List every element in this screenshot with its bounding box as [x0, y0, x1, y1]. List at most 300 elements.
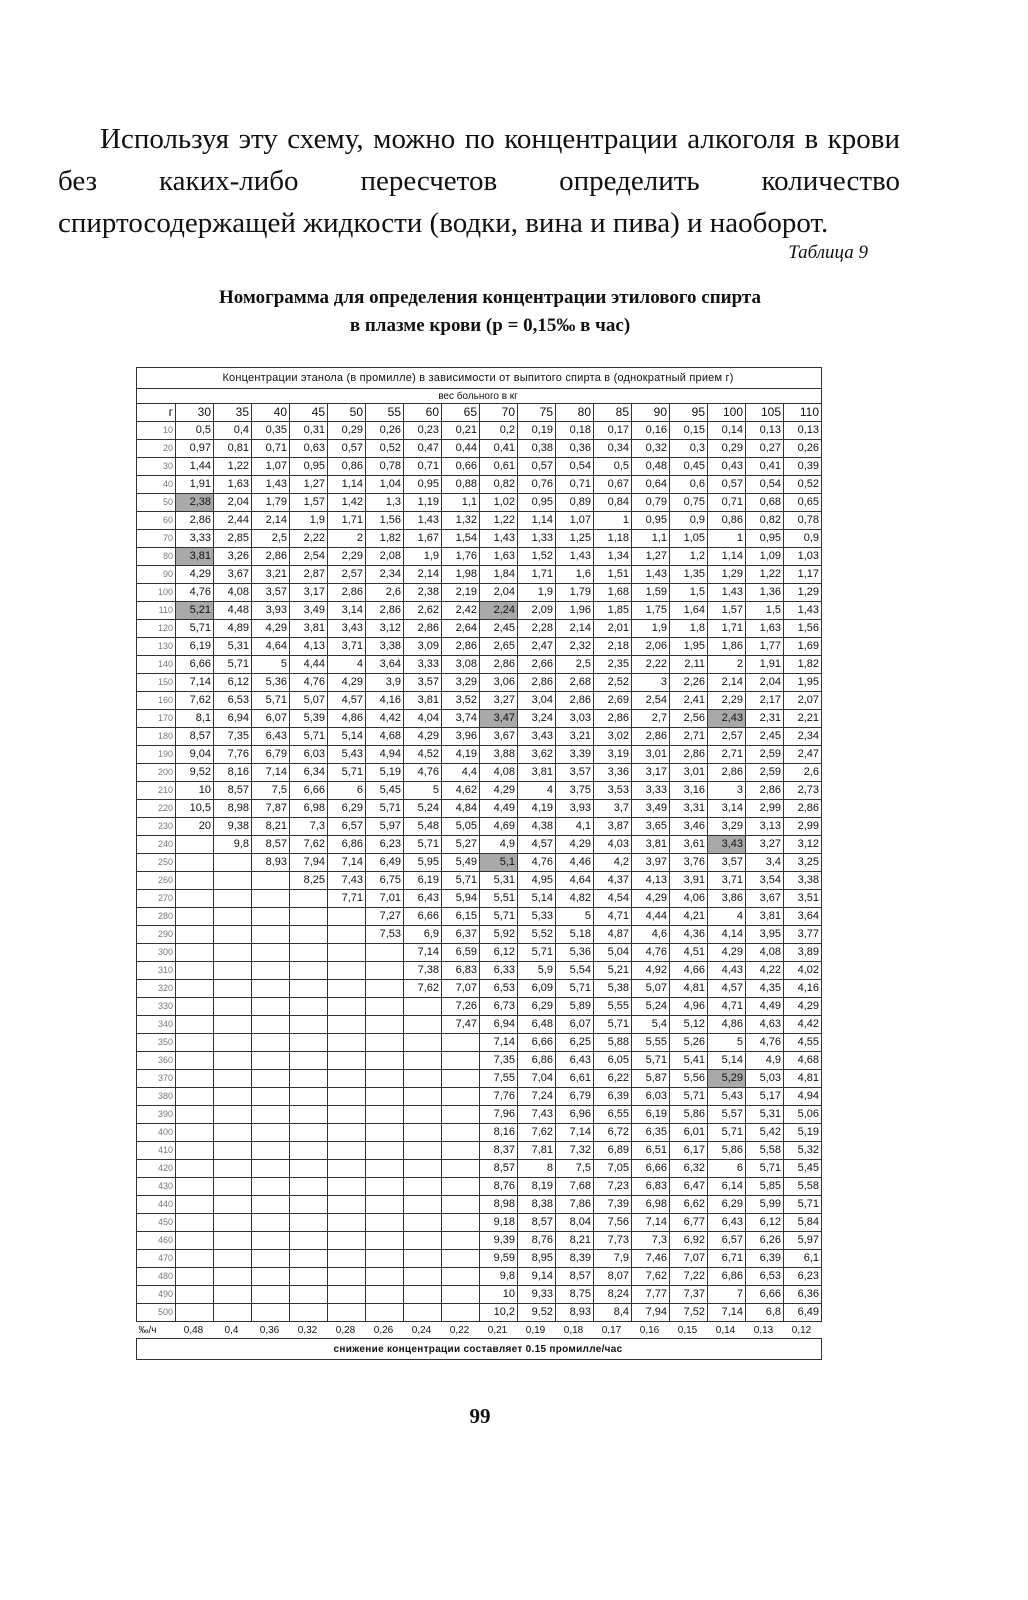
concentration-cell: 3,02 — [594, 728, 632, 746]
concentration-cell: 1,79 — [556, 584, 594, 602]
concentration-cell: 3,01 — [670, 764, 708, 782]
concentration-cell: 4,54 — [594, 890, 632, 908]
concentration-cell: 4,76 — [290, 674, 328, 692]
concentration-cell: 1 — [708, 530, 746, 548]
rate-row — [137, 1322, 822, 1339]
concentration-cell: 6,19 — [176, 638, 214, 656]
concentration-cell: 1,57 — [290, 494, 328, 512]
concentration-cell: 0,32 — [632, 440, 670, 458]
concentration-cell: 4,46 — [556, 854, 594, 872]
weight-header-cell: 65 — [442, 404, 480, 422]
concentration-cell: 1,84 — [480, 566, 518, 584]
concentration-cell: 4,87 — [594, 926, 632, 944]
concentration-cell — [214, 1250, 252, 1268]
concentration-cell: 2 — [708, 656, 746, 674]
weight-header-cell: 90 — [632, 404, 670, 422]
concentration-cell — [366, 1052, 404, 1070]
concentration-cell — [214, 908, 252, 926]
concentration-cell: 2,86 — [746, 782, 784, 800]
concentration-cell: 6,55 — [594, 1106, 632, 1124]
concentration-cell: 3,81 — [632, 836, 670, 854]
concentration-cell: 2,65 — [480, 638, 518, 656]
concentration-cell: 8,4 — [594, 1304, 632, 1322]
table-row — [137, 494, 822, 512]
concentration-cell: 0,82 — [480, 476, 518, 494]
concentration-cell — [366, 1070, 404, 1088]
concentration-cell — [290, 1178, 328, 1196]
concentration-cell: 3,76 — [670, 854, 708, 872]
concentration-cell: 1,43 — [252, 476, 290, 494]
concentration-cell: 2,71 — [708, 746, 746, 764]
concentration-cell — [328, 1052, 366, 1070]
table-header: Концентрации этанола (в промилле) в зависимости от выпитого спирта в (однократный прием г) — [137, 368, 822, 389]
concentration-cell: 1,63 — [214, 476, 252, 494]
concentration-cell — [328, 1160, 366, 1178]
concentration-cell: 1,27 — [632, 548, 670, 566]
concentration-cell: 7,39 — [594, 1196, 632, 1214]
concentration-cell: 1,95 — [670, 638, 708, 656]
concentration-cell — [290, 908, 328, 926]
concentration-cell: 3,21 — [252, 566, 290, 584]
concentration-cell: 5,71 — [328, 764, 366, 782]
concentration-cell: 5,31 — [746, 1106, 784, 1124]
concentration-cell — [176, 980, 214, 998]
concentration-cell: 4,48 — [214, 602, 252, 620]
concentration-cell: 1,79 — [252, 494, 290, 512]
weight-header-cell: 85 — [594, 404, 632, 422]
concentration-cell: 5,84 — [784, 1214, 822, 1232]
rate-cell: 0,19 — [518, 1322, 556, 1339]
concentration-cell: 2,47 — [784, 746, 822, 764]
concentration-cell: 2,32 — [556, 638, 594, 656]
dose-cell: 430 — [137, 1178, 176, 1196]
concentration-cell: 3,47 — [480, 710, 518, 728]
concentration-cell: 6,35 — [632, 1124, 670, 1142]
concentration-cell: 0,34 — [594, 440, 632, 458]
concentration-cell: 0,27 — [746, 440, 784, 458]
concentration-cell: 0,71 — [556, 476, 594, 494]
concentration-cell: 3,29 — [708, 818, 746, 836]
concentration-cell — [214, 1196, 252, 1214]
concentration-cell: 5,71 — [366, 800, 404, 818]
concentration-cell: 0,18 — [556, 422, 594, 440]
concentration-cell: 0,76 — [518, 476, 556, 494]
concentration-cell: 6,57 — [328, 818, 366, 836]
concentration-cell: 1,68 — [594, 584, 632, 602]
concentration-cell: 1,71 — [328, 512, 366, 530]
concentration-cell: 4,29 — [632, 890, 670, 908]
concentration-cell: 4 — [518, 782, 556, 800]
concentration-cell: 3,38 — [366, 638, 404, 656]
concentration-cell — [442, 1196, 480, 1214]
weight-header-cell: 105 — [746, 404, 784, 422]
concentration-cell: 6,07 — [556, 1016, 594, 1034]
dose-cell: 250 — [137, 854, 176, 872]
table-footer: снижение концентрации составляет 0.15 промилле/час — [137, 1339, 822, 1360]
concentration-cell — [404, 1052, 442, 1070]
concentration-cell: 7,07 — [670, 1250, 708, 1268]
concentration-cell: 1,29 — [784, 584, 822, 602]
concentration-cell: 7,62 — [176, 692, 214, 710]
concentration-cell: 1,98 — [442, 566, 480, 584]
concentration-cell: 5 — [252, 656, 290, 674]
rate-cell: 0,28 — [328, 1322, 366, 1339]
concentration-cell: 6,66 — [290, 782, 328, 800]
concentration-cell: 6,25 — [556, 1034, 594, 1052]
concentration-cell: 6,61 — [556, 1070, 594, 1088]
concentration-cell — [442, 1106, 480, 1124]
concentration-cell: 1,9 — [404, 548, 442, 566]
concentration-cell: 6,66 — [176, 656, 214, 674]
concentration-cell: 8,75 — [556, 1286, 594, 1304]
concentration-cell: 4,08 — [480, 764, 518, 782]
concentration-cell: 4,86 — [328, 710, 366, 728]
concentration-cell: 0,52 — [784, 476, 822, 494]
concentration-cell: 4,9 — [746, 1052, 784, 1070]
concentration-cell: 8,25 — [290, 872, 328, 890]
concentration-cell: 2,45 — [746, 728, 784, 746]
concentration-cell: 3,52 — [442, 692, 480, 710]
concentration-cell: 6,19 — [632, 1106, 670, 1124]
concentration-cell: 4,66 — [670, 962, 708, 980]
concentration-cell: 2,86 — [366, 602, 404, 620]
concentration-cell: 5,89 — [556, 998, 594, 1016]
concentration-cell: 2,64 — [442, 620, 480, 638]
concentration-cell: 5,56 — [670, 1070, 708, 1088]
concentration-cell: 3,43 — [518, 728, 556, 746]
concentration-cell: 4,44 — [290, 656, 328, 674]
concentration-cell: 1,5 — [746, 602, 784, 620]
concentration-cell: 3,57 — [556, 764, 594, 782]
concentration-cell — [176, 1286, 214, 1304]
concentration-cell — [176, 1304, 214, 1322]
concentration-cell: 0,79 — [632, 494, 670, 512]
dose-cell: 70 — [137, 530, 176, 548]
concentration-cell — [252, 1052, 290, 1070]
dose-cell: 100 — [137, 584, 176, 602]
concentration-cell — [328, 1286, 366, 1304]
concentration-cell: 5,94 — [442, 890, 480, 908]
concentration-cell: 0,41 — [746, 458, 784, 476]
concentration-cell: 0,68 — [746, 494, 784, 512]
concentration-cell — [366, 1142, 404, 1160]
concentration-cell — [252, 980, 290, 998]
concentration-cell: 5,49 — [442, 854, 480, 872]
concentration-cell: 6,47 — [670, 1178, 708, 1196]
dose-cell: 190 — [137, 746, 176, 764]
concentration-cell: 5 — [556, 908, 594, 926]
concentration-cell: 2,59 — [746, 746, 784, 764]
concentration-cell — [328, 1214, 366, 1232]
concentration-cell: 0,67 — [594, 476, 632, 494]
table-row — [137, 476, 822, 494]
concentration-cell — [176, 1214, 214, 1232]
concentration-cell: 7,55 — [480, 1070, 518, 1088]
concentration-cell: 1,09 — [746, 548, 784, 566]
concentration-cell: 0,17 — [594, 422, 632, 440]
concentration-cell: 4,52 — [404, 746, 442, 764]
weight-header-cell: 80 — [556, 404, 594, 422]
concentration-cell — [290, 1070, 328, 1088]
concentration-cell: 3,75 — [556, 782, 594, 800]
dose-cell: 140 — [137, 656, 176, 674]
concentration-cell: 6,39 — [746, 1250, 784, 1268]
concentration-cell — [176, 836, 214, 854]
concentration-cell: 4,81 — [784, 1070, 822, 1088]
table-row — [137, 944, 822, 962]
concentration-cell: 6,66 — [632, 1160, 670, 1178]
concentration-cell: 4,69 — [480, 818, 518, 836]
concentration-cell: 6,07 — [252, 710, 290, 728]
dose-cell: 130 — [137, 638, 176, 656]
concentration-cell: 2,86 — [670, 746, 708, 764]
concentration-cell: 7,86 — [556, 1196, 594, 1214]
concentration-cell — [214, 1178, 252, 1196]
concentration-cell — [442, 1070, 480, 1088]
concentration-cell: 8,76 — [480, 1178, 518, 1196]
table-row — [137, 1178, 822, 1196]
concentration-cell — [252, 944, 290, 962]
concentration-cell: 1,91 — [746, 656, 784, 674]
concentration-cell: 5,04 — [594, 944, 632, 962]
concentration-cell: 4,2 — [594, 854, 632, 872]
concentration-cell: 8,38 — [518, 1196, 556, 1214]
concentration-cell: 0,78 — [366, 458, 404, 476]
concentration-cell: 4,37 — [594, 872, 632, 890]
dose-cell: 310 — [137, 962, 176, 980]
concentration-cell: 0,71 — [404, 458, 442, 476]
concentration-cell: 8,07 — [594, 1268, 632, 1286]
concentration-cell: 5,39 — [290, 710, 328, 728]
concentration-cell: 6,33 — [480, 962, 518, 980]
concentration-cell: 7,14 — [556, 1124, 594, 1142]
concentration-cell: 2,54 — [632, 692, 670, 710]
concentration-cell — [366, 1160, 404, 1178]
table-row — [137, 1088, 822, 1106]
concentration-cell: 7,76 — [214, 746, 252, 764]
concentration-cell: 6,29 — [518, 998, 556, 1016]
concentration-cell — [404, 1232, 442, 1250]
concentration-cell — [290, 926, 328, 944]
concentration-cell: 5,1 — [480, 854, 518, 872]
concentration-cell: 7,14 — [176, 674, 214, 692]
concentration-cell: 6,26 — [746, 1232, 784, 1250]
concentration-cell: 4,84 — [442, 800, 480, 818]
table-row — [137, 836, 822, 854]
concentration-cell: 1,43 — [480, 530, 518, 548]
concentration-cell — [404, 1142, 442, 1160]
concentration-cell: 1,67 — [404, 530, 442, 548]
dose-cell: 40 — [137, 476, 176, 494]
concentration-cell: 4,29 — [708, 944, 746, 962]
concentration-cell: 5,55 — [632, 1034, 670, 1052]
concentration-cell — [328, 1034, 366, 1052]
concentration-cell — [252, 908, 290, 926]
concentration-cell — [214, 1016, 252, 1034]
concentration-cell: 8,21 — [556, 1232, 594, 1250]
concentration-cell: 4,19 — [442, 746, 480, 764]
concentration-cell: 7,87 — [252, 800, 290, 818]
concentration-cell: 1,36 — [746, 584, 784, 602]
concentration-cell: 7,35 — [480, 1052, 518, 1070]
concentration-cell — [252, 1016, 290, 1034]
concentration-cell: 3,26 — [214, 548, 252, 566]
concentration-cell: 7,05 — [594, 1160, 632, 1178]
concentration-cell — [214, 1214, 252, 1232]
concentration-cell: 0,97 — [176, 440, 214, 458]
concentration-cell: 6,12 — [214, 674, 252, 692]
concentration-cell: 5,87 — [632, 1070, 670, 1088]
concentration-cell: 5,86 — [708, 1142, 746, 1160]
concentration-cell — [404, 1034, 442, 1052]
concentration-cell: 1,95 — [784, 674, 822, 692]
concentration-cell: 4,29 — [176, 566, 214, 584]
concentration-cell: 5,71 — [746, 1160, 784, 1178]
corner-cell: г — [137, 404, 176, 422]
concentration-cell: 3,53 — [594, 782, 632, 800]
concentration-cell: 8,19 — [518, 1178, 556, 1196]
concentration-cell: 6,15 — [442, 908, 480, 926]
table-row — [137, 548, 822, 566]
concentration-cell: 3,61 — [670, 836, 708, 854]
concentration-cell: 1,85 — [594, 602, 632, 620]
concentration-cell: 0,95 — [746, 530, 784, 548]
concentration-cell: 2,04 — [214, 494, 252, 512]
concentration-cell: 5,36 — [252, 674, 290, 692]
concentration-cell: 2,59 — [746, 764, 784, 782]
concentration-cell: 9,14 — [518, 1268, 556, 1286]
concentration-cell: 2,87 — [290, 566, 328, 584]
concentration-cell: 4,14 — [708, 926, 746, 944]
concentration-cell — [176, 1178, 214, 1196]
concentration-cell: 0,26 — [784, 440, 822, 458]
concentration-cell: 6,66 — [746, 1286, 784, 1304]
concentration-cell: 6,86 — [708, 1268, 746, 1286]
concentration-cell: 5,29 — [708, 1070, 746, 1088]
concentration-cell: 5,57 — [708, 1106, 746, 1124]
concentration-cell: 4,29 — [252, 620, 290, 638]
concentration-cell — [404, 1088, 442, 1106]
concentration-cell — [366, 962, 404, 980]
concentration-cell: 4,62 — [442, 782, 480, 800]
concentration-cell: 1,35 — [670, 566, 708, 584]
concentration-cell: 0,9 — [670, 512, 708, 530]
concentration-cell: 4,81 — [670, 980, 708, 998]
concentration-cell: 5,14 — [328, 728, 366, 746]
concentration-cell: 6,49 — [366, 854, 404, 872]
concentration-cell: 8,37 — [480, 1142, 518, 1160]
concentration-cell: 7,24 — [518, 1088, 556, 1106]
concentration-cell — [252, 962, 290, 980]
concentration-cell — [290, 944, 328, 962]
concentration-cell: 1,05 — [670, 530, 708, 548]
table-row — [137, 854, 822, 872]
concentration-cell — [252, 1088, 290, 1106]
concentration-cell — [176, 962, 214, 980]
concentration-cell — [214, 944, 252, 962]
concentration-cell — [366, 980, 404, 998]
concentration-cell: 9,33 — [518, 1286, 556, 1304]
concentration-cell: 0,64 — [632, 476, 670, 494]
concentration-cell — [176, 944, 214, 962]
concentration-cell — [290, 1268, 328, 1286]
concentration-cell: 0,95 — [290, 458, 328, 476]
concentration-cell: 3,49 — [290, 602, 328, 620]
concentration-cell: 2,04 — [746, 674, 784, 692]
concentration-cell: 2,42 — [442, 602, 480, 620]
concentration-cell: 4,29 — [556, 836, 594, 854]
concentration-cell: 4,19 — [518, 800, 556, 818]
concentration-cell: 3,19 — [594, 746, 632, 764]
concentration-cell: 5,43 — [708, 1088, 746, 1106]
concentration-cell: 8,57 — [480, 1160, 518, 1178]
concentration-cell: 4,29 — [404, 728, 442, 746]
concentration-cell: 3,31 — [670, 800, 708, 818]
concentration-cell: 3,36 — [594, 764, 632, 782]
rate-cell: 0,18 — [556, 1322, 594, 1339]
concentration-cell: 5,19 — [784, 1124, 822, 1142]
dose-cell: 300 — [137, 944, 176, 962]
table-row — [137, 656, 822, 674]
concentration-cell: 1,69 — [784, 638, 822, 656]
concentration-cell: 4,68 — [784, 1052, 822, 1070]
concentration-cell — [442, 1034, 480, 1052]
concentration-cell: 3,06 — [480, 674, 518, 692]
concentration-cell: 4,44 — [632, 908, 670, 926]
concentration-cell: 4,9 — [480, 836, 518, 854]
concentration-cell — [290, 1124, 328, 1142]
concentration-cell: 4,13 — [632, 872, 670, 890]
concentration-cell: 4,22 — [746, 962, 784, 980]
table-row — [137, 782, 822, 800]
concentration-cell: 1,32 — [442, 512, 480, 530]
concentration-cell — [252, 998, 290, 1016]
rate-cell: 0,14 — [708, 1322, 746, 1339]
rate-cell: 0,32 — [290, 1322, 328, 1339]
concentration-cell — [366, 1178, 404, 1196]
concentration-cell — [252, 1196, 290, 1214]
concentration-cell: 6,29 — [708, 1196, 746, 1214]
dose-cell: 210 — [137, 782, 176, 800]
concentration-cell — [366, 1016, 404, 1034]
dose-cell: 350 — [137, 1034, 176, 1052]
concentration-cell — [328, 944, 366, 962]
concentration-cell: 0,57 — [518, 458, 556, 476]
concentration-cell: 1,1 — [632, 530, 670, 548]
concentration-cell: 6,53 — [480, 980, 518, 998]
concentration-cell: 0,47 — [404, 440, 442, 458]
concentration-cell — [176, 998, 214, 1016]
concentration-cell: 0,66 — [442, 458, 480, 476]
concentration-cell: 2,57 — [328, 566, 366, 584]
concentration-cell: 4,51 — [670, 944, 708, 962]
concentration-cell: 2,34 — [784, 728, 822, 746]
concentration-cell: 1,91 — [176, 476, 214, 494]
concentration-cell — [176, 890, 214, 908]
concentration-cell: 1,82 — [366, 530, 404, 548]
concentration-cell: 2,5 — [252, 530, 290, 548]
concentration-cell: 5,24 — [632, 998, 670, 1016]
concentration-cell — [404, 1304, 442, 1322]
concentration-cell: 5,71 — [518, 944, 556, 962]
concentration-cell: 0,21 — [442, 422, 480, 440]
concentration-cell — [366, 1124, 404, 1142]
concentration-cell: 6,79 — [252, 746, 290, 764]
dose-cell: 230 — [137, 818, 176, 836]
concentration-cell — [214, 998, 252, 1016]
concentration-cell: 8,21 — [252, 818, 290, 836]
concentration-cell — [176, 1142, 214, 1160]
